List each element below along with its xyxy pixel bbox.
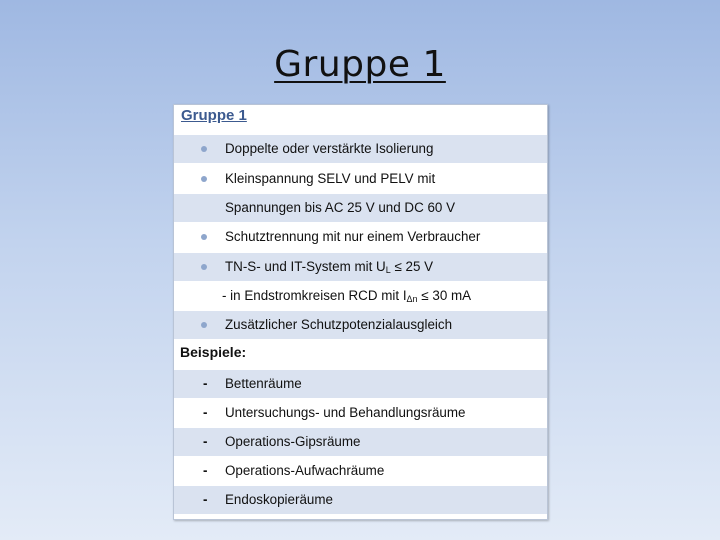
bullet-icon <box>201 264 207 270</box>
dash-marker: - <box>203 492 208 507</box>
table-row <box>174 194 547 222</box>
bullet-icon <box>201 146 207 152</box>
requirement-text: Zusätzlicher Schutzpotenzialausgleich <box>225 317 453 332</box>
example-text: Bettenräume <box>225 376 302 391</box>
requirement-text <box>222 282 471 313</box>
example-text: Operations-Aufwachräume <box>225 463 385 478</box>
requirement-text: Kleinspannung SELV und PELV mit <box>225 171 436 186</box>
dash-marker: - <box>203 405 208 420</box>
table-row <box>174 223 547 251</box>
example-text: Operations-Gipsräume <box>225 434 361 449</box>
bullet-icon <box>201 322 207 328</box>
table-row <box>174 399 547 427</box>
table-row <box>174 135 547 163</box>
tn-subscript: L <box>385 265 391 275</box>
rcd-limit: ≤ 30 mA <box>417 288 472 303</box>
requirement-text: Doppelte oder verstärkte Isolierung <box>225 141 434 156</box>
table-row <box>174 370 547 398</box>
bullet-icon <box>201 176 207 182</box>
rcd-text: - in Endstromkreisen RCD mit I <box>222 288 407 303</box>
table-row <box>174 486 547 514</box>
requirements-table <box>173 104 548 520</box>
dash-marker: - <box>203 463 208 478</box>
example-text: Endoskopieräume <box>225 492 333 507</box>
table-row <box>174 253 547 281</box>
table-row <box>174 311 547 339</box>
requirement-text: Spannungen bis AC 25 V und DC 60 V <box>225 200 456 215</box>
tn-limit: ≤ 25 V <box>390 259 434 274</box>
table-row <box>174 165 547 193</box>
examples-heading: Beispiele: <box>180 344 247 360</box>
tn-system-text: TN-S- und IT-System mit U <box>225 259 386 274</box>
table-heading: Gruppe 1 <box>181 107 247 124</box>
requirement-text: Schutztrennung mit nur einem Verbraucher <box>225 229 481 244</box>
rcd-subscript: Δn <box>406 294 418 304</box>
slide-title: Gruppe 1 <box>274 44 446 85</box>
table-row <box>174 457 547 485</box>
dash-marker: - <box>203 434 208 449</box>
dash-marker: - <box>203 376 208 391</box>
bullet-icon <box>201 234 207 240</box>
table-row <box>174 282 547 310</box>
table-row <box>174 428 547 456</box>
requirement-text <box>225 253 433 284</box>
example-text: Untersuchungs- und Behandlungsräume <box>225 405 466 420</box>
